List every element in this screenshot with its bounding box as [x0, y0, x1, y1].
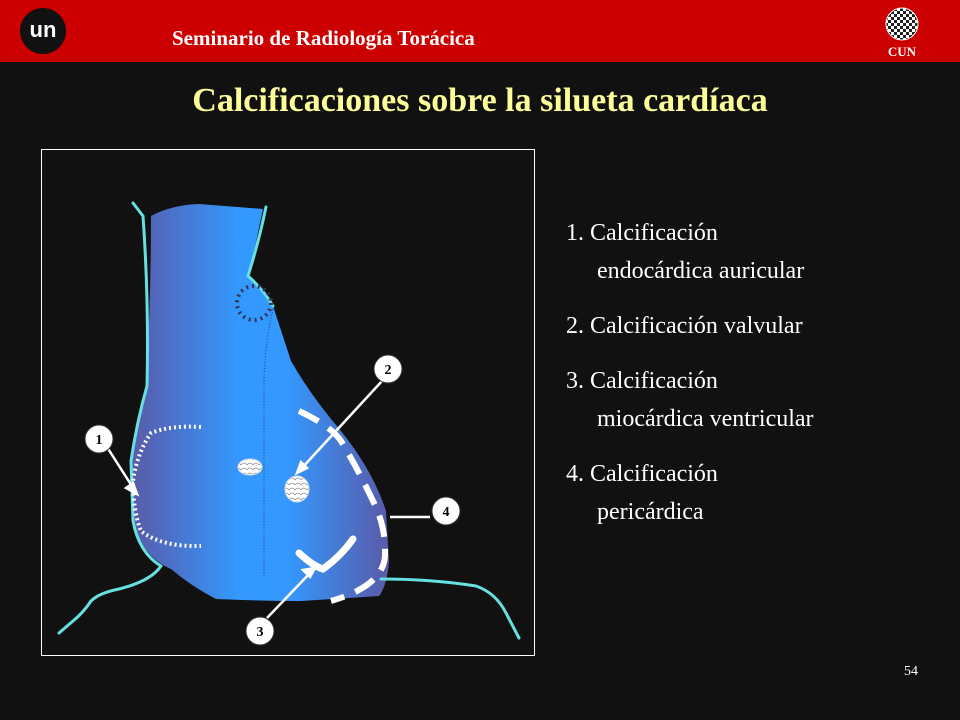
legend-item-2 — [566, 307, 946, 345]
legend-item-3-line1: 3. Calcificación — [566, 368, 718, 394]
legend-item-4-line1: 4. Calcificación — [566, 461, 718, 487]
legend-list — [566, 214, 946, 548]
cun-logo — [876, 2, 928, 60]
page-number: 54 — [904, 664, 918, 679]
legend-item-4-line2: pericárdica — [597, 499, 704, 525]
slide-title: Calcificaciones sobre la silueta cardíaca — [192, 82, 768, 119]
heart-diagram-frame — [41, 149, 535, 656]
svg-text:3: 3 — [256, 625, 264, 640]
seminar-title: Seminario de Radiología Torácica — [172, 26, 475, 50]
valvular-calcification-1 — [238, 459, 262, 475]
marker-1 — [85, 425, 113, 453]
legend-item-3-line2: miocárdica ventricular — [597, 406, 814, 432]
svg-text:4: 4 — [442, 505, 450, 520]
svg-text:CUN: CUN — [887, 44, 917, 59]
legend-item-4 — [566, 455, 946, 531]
legend-item-1-line1: 1. Calcificación — [566, 220, 718, 246]
valvular-calcification-2 — [285, 476, 309, 502]
heart-diagram — [42, 150, 536, 657]
un-logo: un — [20, 8, 66, 54]
svg-text:1: 1 — [95, 433, 103, 448]
legend-item-2-line1: 2. Calcificación valvular — [566, 313, 803, 339]
marker-2 — [374, 355, 402, 383]
legend-item-1-line2: endocárdica auricular — [597, 258, 805, 284]
svg-text:2: 2 — [384, 363, 392, 378]
marker-3 — [246, 617, 274, 645]
legend-item-1 — [566, 214, 946, 290]
header-bar — [0, 0, 960, 62]
marker-4 — [432, 497, 460, 525]
legend-item-3 — [566, 362, 946, 438]
